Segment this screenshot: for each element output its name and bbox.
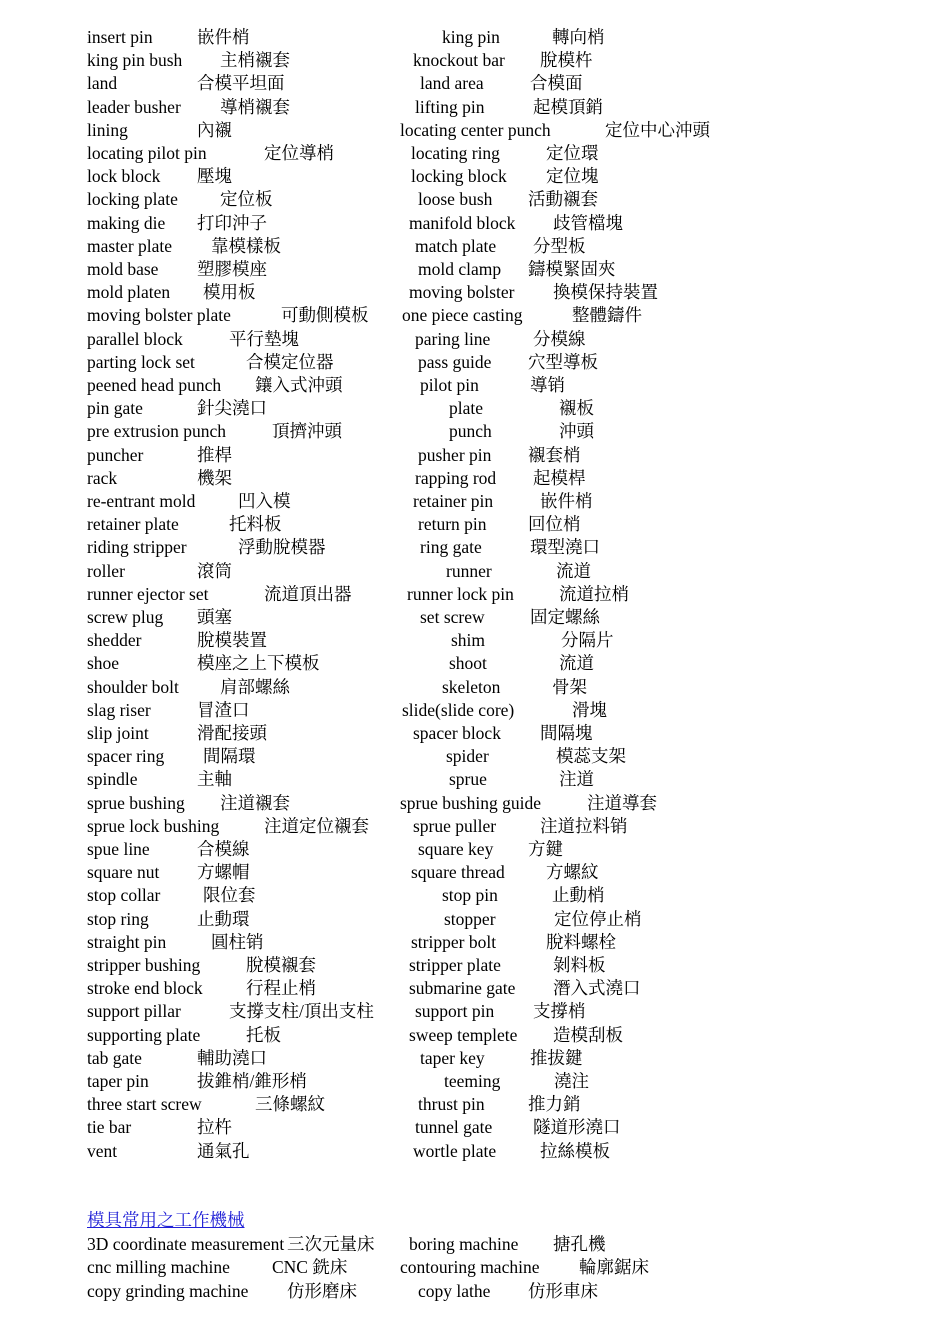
term-zh: 模座之上下模板 [197, 653, 320, 674]
glossary-row [0, 861, 950, 884]
term-zh: 定位環 [546, 143, 599, 163]
term-zh: 拉絲模板 [540, 1140, 610, 1161]
glossary-row [0, 26, 950, 49]
term-zh: 脫料螺栓 [546, 931, 616, 952]
term-en: square thread [411, 862, 505, 883]
term-en: parting lock set [87, 351, 195, 372]
term-zh: 間隔環 [203, 746, 256, 767]
term-zh: 冒渣口 [197, 699, 250, 720]
term-zh: 固定螺絲 [530, 607, 600, 627]
term-en: knockout bar [413, 50, 505, 71]
term-zh: 凹入模 [238, 491, 291, 511]
term-zh: 環型澆口 [530, 537, 600, 558]
term-en: square key [418, 839, 494, 859]
term-en: spue line [87, 839, 150, 859]
term-en: sprue bushing [87, 792, 185, 813]
term-zh: 換模保持裝置 [553, 282, 658, 303]
glossary-row [0, 977, 950, 1000]
term-en: stop collar [87, 885, 161, 906]
term-en: land area [420, 73, 484, 94]
term-en: return pin [418, 514, 487, 535]
term-zh: 內襯 [197, 119, 232, 140]
term-en: set screw [420, 607, 485, 627]
term-zh: 輔助澆口 [197, 1047, 267, 1068]
term-en: punch [449, 421, 492, 442]
glossary-row [0, 490, 950, 513]
term-zh: 圓柱销 [211, 931, 264, 952]
glossary-row [0, 1070, 950, 1093]
term-zh: 推桿 [197, 444, 232, 465]
term-zh: 壓塊 [197, 166, 232, 187]
term-en: sweep templete [409, 1024, 518, 1045]
term-en: runner lock pin [407, 583, 514, 604]
term-zh: 襯套梢 [528, 444, 581, 465]
term-en: puncher [87, 444, 144, 465]
glossary-row [0, 258, 950, 281]
term-en: spacer block [413, 723, 501, 743]
term-en: 3D coordinate measurement [87, 1234, 285, 1254]
glossary-row [0, 792, 950, 815]
term-zh: 注道拉料销 [540, 815, 628, 836]
term-zh: 拉杵 [197, 1117, 232, 1138]
term-zh: 支撐支柱/頂出支柱 [229, 1001, 374, 1022]
term-en: stripper bushing [87, 955, 201, 975]
term-en: pusher pin [418, 444, 492, 465]
glossary-row [0, 513, 950, 536]
term-zh: 通氣孔 [197, 1140, 250, 1161]
term-zh: 起模頂銷 [533, 96, 603, 117]
glossary-row [0, 444, 950, 467]
term-zh: 打印沖子 [197, 212, 267, 233]
term-zh: 仿形磨床 [287, 1280, 357, 1301]
term-zh: 轉向梢 [552, 27, 605, 47]
term-zh: 模蕊支架 [556, 746, 626, 767]
term-zh: 合模定位器 [246, 351, 334, 372]
glossary-row [0, 1024, 950, 1047]
glossary-row [0, 931, 950, 954]
term-en: rack [87, 467, 118, 488]
term-zh: 流道 [559, 653, 594, 674]
glossary-row [0, 235, 950, 258]
term-en: king pin bush [87, 50, 183, 71]
term-en: loose bush [418, 189, 493, 210]
term-en: roller [87, 560, 125, 581]
glossary-row [0, 165, 950, 188]
term-en: mold clamp [418, 259, 502, 279]
term-zh: 搪孔機 [553, 1234, 606, 1254]
term-zh: 流道 [556, 560, 591, 581]
term-en: moving bolster [409, 282, 515, 303]
term-zh: 脫模襯套 [246, 955, 316, 975]
term-en: match plate [415, 235, 497, 256]
term-zh: 方鍵 [528, 839, 563, 859]
term-zh: 頂擠沖頭 [272, 421, 342, 442]
glossary-row [0, 142, 950, 165]
term-en: king pin [442, 27, 500, 47]
term-zh: 針尖澆口 [197, 398, 267, 419]
glossary-row [0, 351, 950, 374]
term-en: pre extrusion punch [87, 421, 226, 442]
term-zh: 定位中心沖頭 [605, 119, 710, 140]
glossary-row [0, 72, 950, 95]
term-zh: 肩部螺絲 [220, 676, 290, 697]
term-zh: 方螺帽 [197, 862, 250, 883]
term-zh: 定位導梢 [264, 143, 334, 163]
term-zh: 頭塞 [197, 607, 232, 627]
glossary-row [0, 884, 950, 907]
glossary-row [0, 954, 950, 977]
term-zh: 整體鑄件 [572, 305, 642, 326]
term-en: locking plate [87, 189, 178, 210]
term-en: runner [446, 560, 492, 581]
term-zh: 合模平坦面 [197, 73, 285, 94]
term-en: shoe [87, 653, 120, 674]
term-en: shedder [87, 630, 142, 651]
term-zh: 推力銷 [528, 1094, 581, 1115]
term-zh: 定位板 [220, 189, 273, 210]
machine-row [0, 1280, 950, 1303]
term-zh: 注道 [559, 769, 594, 790]
glossary-row [0, 745, 950, 768]
term-en: paring line [415, 328, 491, 349]
machine-row [0, 1256, 950, 1279]
term-en: stopper [444, 908, 496, 929]
term-en: slip joint [87, 723, 149, 743]
term-en: stop ring [87, 908, 149, 929]
glossary-row [0, 583, 950, 606]
term-zh: 仿形車床 [528, 1280, 598, 1301]
term-en: copy lathe [418, 1280, 491, 1301]
glossary-row [0, 722, 950, 745]
term-en: stripper plate [409, 955, 501, 975]
term-en: slide(slide core) [402, 699, 515, 720]
term-zh: 流道頂出器 [264, 583, 352, 604]
glossary-row [0, 188, 950, 211]
glossary-row [0, 374, 950, 397]
term-en: sprue puller [413, 815, 497, 836]
term-zh: 鑄模緊固夾 [528, 259, 616, 279]
term-zh: 注道襯套 [220, 792, 290, 813]
term-zh: 模用板 [203, 282, 256, 303]
term-en: lock block [87, 166, 161, 187]
term-en: runner ejector set [87, 583, 209, 604]
term-zh: 分模線 [533, 328, 586, 349]
term-zh: 嵌件梢 [540, 491, 593, 511]
glossary-row [0, 119, 950, 142]
term-en: tunnel gate [415, 1117, 493, 1138]
term-en: locating center punch [400, 119, 551, 140]
term-en: mold base [87, 259, 159, 279]
term-zh: 止動梢 [552, 885, 605, 906]
term-zh: 合模面 [530, 73, 583, 94]
term-en: skeleton [442, 676, 501, 697]
term-en: spacer ring [87, 746, 165, 767]
term-en: supporting plate [87, 1024, 201, 1045]
term-en: lining [87, 119, 128, 140]
term-zh: 三條螺紋 [255, 1094, 325, 1115]
term-zh: 滑塊 [572, 699, 607, 720]
term-en: support pin [415, 1001, 495, 1022]
term-zh: 滑配接頭 [197, 723, 267, 743]
term-zh: 起模桿 [533, 467, 586, 488]
term-en: taper key [420, 1047, 485, 1068]
term-zh: 推拔鍵 [530, 1047, 583, 1068]
glossary-row [0, 328, 950, 351]
glossary-row [0, 49, 950, 72]
glossary-row [0, 1116, 950, 1139]
term-en: master plate [87, 235, 173, 256]
term-zh: 浮動脫模器 [238, 537, 326, 558]
term-en: pilot pin [420, 375, 479, 395]
term-en: vent [87, 1140, 118, 1161]
term-en: sprue bushing guide [400, 792, 541, 813]
term-en: locking block [411, 166, 507, 187]
glossary-row [0, 1047, 950, 1070]
term-zh: 間隔塊 [540, 723, 593, 743]
term-en: thrust pin [418, 1094, 485, 1115]
term-zh: 澆注 [554, 1071, 589, 1091]
term-zh: 滾筒 [197, 560, 232, 581]
term-en: teeming [444, 1071, 501, 1091]
term-en: support pillar [87, 1001, 181, 1022]
term-zh: 靠模樣板 [211, 235, 281, 256]
glossary-row [0, 629, 950, 652]
term-en: taper pin [87, 1071, 149, 1091]
section-heading-machines[interactable]: 模具常用之工作機械 [87, 1210, 245, 1230]
term-en: parallel block [87, 328, 183, 349]
term-en: rapping rod [415, 467, 497, 488]
term-en: straight pin [87, 931, 167, 952]
term-zh: 注道定位襯套 [264, 815, 369, 836]
term-en: slag riser [87, 699, 151, 720]
term-zh: 導梢襯套 [220, 96, 290, 117]
term-zh: 隧道形澆口 [533, 1117, 621, 1138]
term-zh: 止動環 [197, 908, 250, 929]
term-zh: 輪廓鋸床 [579, 1257, 649, 1278]
term-zh: 流道拉梢 [559, 583, 629, 604]
glossary-row [0, 96, 950, 119]
term-en: pass guide [418, 351, 492, 372]
term-zh: 分型板 [533, 235, 586, 256]
glossary-row [0, 560, 950, 583]
term-zh: 機架 [197, 467, 232, 488]
term-zh: 托板 [246, 1024, 281, 1045]
term-zh: CNC 銑床 [272, 1257, 348, 1278]
term-zh: 襯板 [559, 398, 594, 419]
term-en: retainer plate [87, 514, 179, 535]
term-zh: 三次元量床 [287, 1234, 375, 1254]
term-en: stroke end block [87, 978, 203, 999]
term-zh: 限位套 [203, 885, 256, 906]
term-en: submarine gate [409, 978, 516, 999]
term-zh: 主軸 [197, 769, 232, 790]
term-en: moving bolster plate [87, 305, 231, 326]
term-zh: 拔錐梢/錐形梢 [197, 1071, 307, 1091]
term-en: mold platen [87, 282, 171, 303]
term-en: pin gate [87, 398, 143, 419]
term-en: re-entrant mold [87, 491, 196, 511]
term-en: making die [87, 212, 166, 233]
term-zh: 活動襯套 [528, 189, 598, 210]
term-zh: 定位停止梢 [554, 908, 642, 929]
term-zh: 主梢襯套 [220, 50, 290, 71]
term-en: tab gate [87, 1047, 142, 1068]
glossary-row [0, 420, 950, 443]
term-en: spindle [87, 769, 138, 790]
machine-row [0, 1233, 950, 1256]
glossary-row [0, 676, 950, 699]
term-en: boring machine [409, 1234, 519, 1254]
glossary-row [0, 838, 950, 861]
term-en: shoot [449, 653, 487, 674]
term-en: shoulder bolt [87, 676, 179, 697]
term-en: insert pin [87, 27, 153, 47]
term-zh: 剝料板 [553, 955, 606, 975]
glossary-row [0, 768, 950, 791]
term-en: ring gate [420, 537, 482, 558]
term-zh: 行程止梢 [246, 978, 316, 999]
term-zh: 歧管檔塊 [553, 212, 623, 233]
term-en: three start screw [87, 1094, 202, 1115]
glossary-row [0, 467, 950, 490]
term-zh: 定位塊 [546, 166, 599, 187]
term-en: plate [449, 398, 484, 419]
term-zh: 塑膠模座 [197, 259, 267, 279]
term-zh: 支撐梢 [533, 1001, 586, 1022]
term-zh: 托料板 [229, 514, 282, 535]
term-zh: 可動側模板 [281, 305, 369, 326]
term-en: sprue [449, 769, 487, 790]
term-en: locating pilot pin [87, 143, 207, 163]
term-en: leader busher [87, 96, 181, 117]
term-en: locating ring [411, 143, 500, 163]
term-en: retainer pin [413, 491, 494, 511]
term-en: riding stripper [87, 537, 187, 558]
term-zh: 回位梢 [528, 514, 581, 535]
term-en: wortle plate [413, 1140, 497, 1161]
glossary-row [0, 536, 950, 559]
glossary-row [0, 397, 950, 420]
term-zh: 脫模裝置 [197, 630, 267, 651]
term-en: lifting pin [415, 96, 485, 117]
term-zh: 分隔片 [561, 630, 614, 651]
term-en: stop pin [442, 885, 498, 906]
term-zh: 嵌件梢 [197, 27, 250, 47]
term-zh: 造模刮板 [553, 1024, 623, 1045]
term-en: screw plug [87, 607, 164, 627]
glossary-row [0, 212, 950, 235]
term-zh: 合模線 [197, 839, 250, 859]
term-zh: 脫模杵 [540, 50, 593, 71]
term-en: spider [446, 746, 489, 767]
term-en: stripper bolt [411, 931, 497, 952]
term-en: land [87, 73, 118, 94]
term-en: copy grinding machine [87, 1280, 249, 1301]
term-en: contouring machine [400, 1257, 540, 1278]
term-en: cnc milling machine [87, 1257, 230, 1278]
glossary-row [0, 652, 950, 675]
glossary-row [0, 815, 950, 838]
term-zh: 導销 [530, 375, 565, 395]
term-zh: 平行墊塊 [229, 328, 299, 349]
term-zh: 方螺紋 [546, 862, 599, 883]
glossary-row [0, 1000, 950, 1023]
term-zh: 骨架 [552, 676, 587, 697]
glossary-row [0, 304, 950, 327]
term-zh: 沖頭 [559, 421, 594, 442]
glossary-row [0, 281, 950, 304]
term-en: sprue lock bushing [87, 815, 220, 836]
glossary-row [0, 699, 950, 722]
term-en: peened head punch [87, 375, 222, 395]
term-zh: 注道導套 [587, 792, 657, 813]
glossary-row [0, 1093, 950, 1116]
term-en: shim [451, 630, 486, 651]
term-en: one piece casting [402, 305, 523, 326]
term-en: manifold block [409, 212, 516, 233]
glossary-row [0, 1140, 950, 1163]
term-zh: 鑲入式沖頭 [255, 375, 343, 395]
term-en: tie bar [87, 1117, 132, 1138]
glossary-row [0, 908, 950, 931]
term-en: square nut [87, 862, 160, 883]
term-zh: 穴型導板 [528, 351, 598, 372]
glossary-row [0, 606, 950, 629]
term-zh: 潛入式澆口 [553, 978, 641, 999]
